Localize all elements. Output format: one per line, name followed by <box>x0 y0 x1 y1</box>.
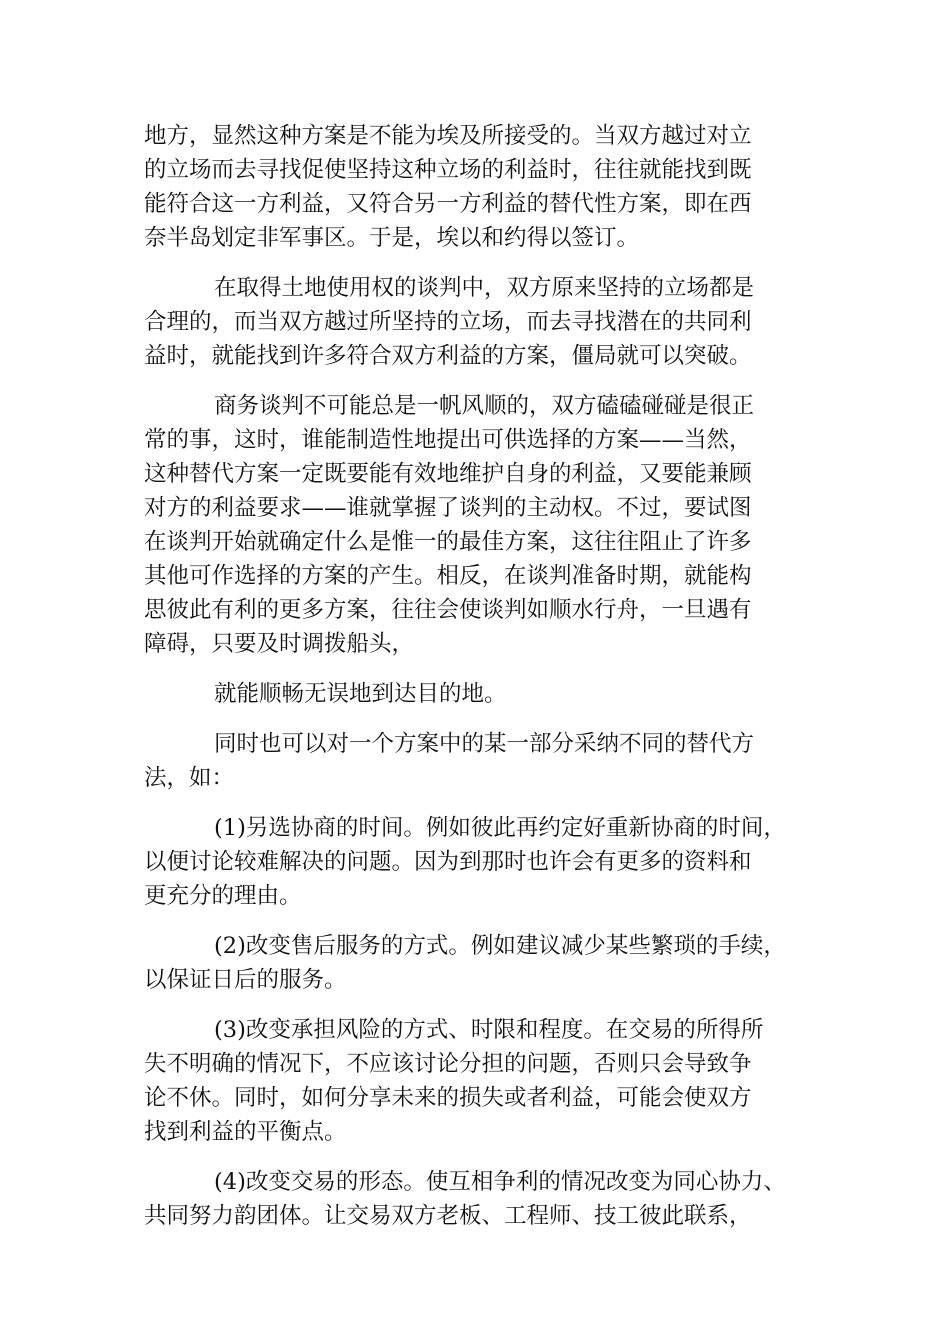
text-line: 以保证日后的服务。 <box>144 967 347 993</box>
text-line: 这种替代方案一定既要能有效地维护自身的利益，又要能兼顾 <box>144 461 752 487</box>
text-line: 地方，显然这种方案是不能为埃及所接受的。当双方越过对立 <box>144 123 752 149</box>
text-line: 合理的，而当双方越过所坚持的立场，而去寻找潜在的共同利 <box>144 309 752 335</box>
text-line: 就能顺畅无误地到达目的地。 <box>214 681 507 707</box>
text-line: 思彼此有利的更多方案，往往会使谈判如顺水行舟，一旦遇有 <box>144 597 752 623</box>
text-line: 的立场而去寻找促使坚持这种立场的利益时，往往就能找到既 <box>144 157 752 183</box>
list-item-4-line: (4)改变交易的形态。使互相争利的情况改变为同心协力、 <box>214 1169 786 1195</box>
text-line: 以便讨论较难解决的问题。因为到那时也许会有更多的资料和 <box>144 849 752 875</box>
text-line: 常的事，这时，谁能制造性地提出可供选择的方案——当然， <box>144 427 752 453</box>
text-line: 奈半岛划定非军事区。于是，埃以和约得以签订。 <box>144 225 640 251</box>
text-line: 失不明确的情况下，不应该讨论分担的问题，否则只会导致争 <box>144 1051 752 1077</box>
text-line: 障碍，只要及时调拨船头， <box>144 631 415 657</box>
text-line: 在谈判开始就确定什么是惟一的最佳方案，这往往阻止了许多 <box>144 529 752 555</box>
text-line: 对方的利益要求——谁就掌握了谈判的主动权。不过，要试图 <box>144 495 752 521</box>
text-line: 在取得土地使用权的谈判中，双方原来坚持的立场都是 <box>214 275 755 301</box>
text-line: 同时也可以对一个方案中的某一部分采纳不同的替代方 <box>214 731 755 757</box>
list-item-2-line: (2)改变售后服务的方式。例如建议减少某些繁琐的手续， <box>214 933 786 959</box>
text-line: 法，如： <box>144 765 235 791</box>
text-line: 益时，就能找到许多符合双方利益的方案，僵局就可以突破。 <box>144 343 752 369</box>
text-line: 共同努力韵团体。让交易双方老板、工程师、技工彼此联系， <box>144 1203 752 1229</box>
text-line: 商务谈判不可能总是一帆风顺的，双方磕磕碰碰是很正 <box>214 393 755 419</box>
text-line: 找到利益的平衡点。 <box>144 1119 347 1145</box>
list-item-3-line: (3)改变承担风险的方式、时限和程度。在交易的所得所 <box>214 1017 764 1043</box>
text-line: 其他可作选择的方案的产生。相反，在谈判准备时期，就能构 <box>144 563 752 589</box>
text-line: 论不休。同时，如何分享未来的损失或者利益，可能会使双方 <box>144 1085 752 1111</box>
list-item-1-line: (1)另选协商的时间。例如彼此再约定好重新协商的时间， <box>214 815 786 841</box>
text-line: 更充分的理由。 <box>144 883 302 909</box>
text-line: 能符合这一方利益，又符合另一方利益的替代性方案，即在西 <box>144 191 752 217</box>
